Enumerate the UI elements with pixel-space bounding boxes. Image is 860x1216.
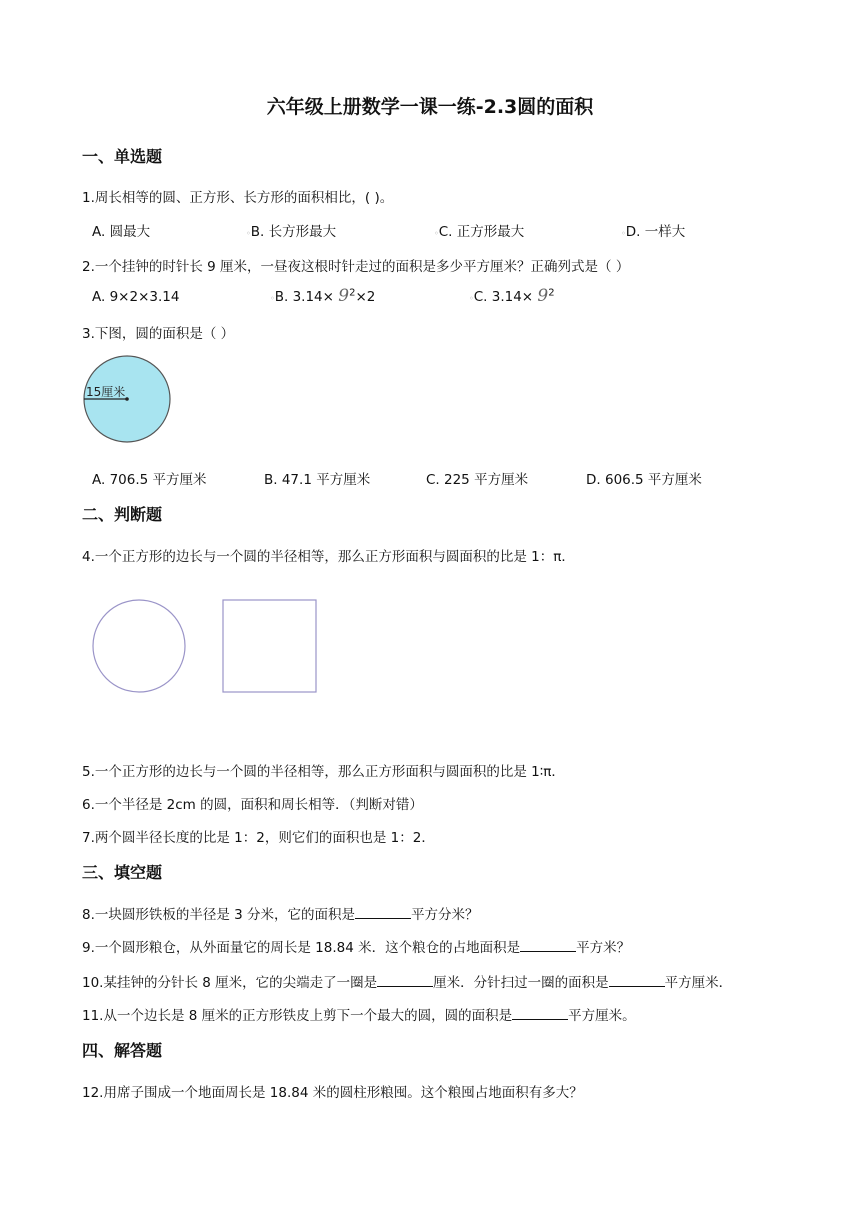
q1-option-b: ◦B. 长方形最大 bbox=[246, 224, 337, 240]
question-1: 1.周长相等的圆、正方形、长方形的面积相比，( )。 bbox=[82, 190, 394, 206]
q1-option-d: ◦D. 一样大 bbox=[621, 224, 686, 240]
question-6: 6.一个半径是 2cm 的圆，面积和周长相等．（判断对错） bbox=[82, 797, 423, 813]
section-heading-true-false: 二、判断题 bbox=[82, 505, 163, 524]
q2-option-b: ◦B. $3.14\times 9^2\times 2$ bbox=[270, 286, 376, 306]
q11-answer-blank[interactable] bbox=[512, 1007, 568, 1020]
q2-option-a: A. 9×2×3.14 bbox=[92, 289, 180, 305]
q8-answer-blank[interactable] bbox=[355, 906, 411, 919]
q1-option-c: ◦C. 正方形最大 bbox=[434, 224, 525, 240]
question-10: 10.某挂钟的分针长 8 厘米，它的尖端走了一圈是 厘米．分针扫过一圈的面积是 平方厘米． bbox=[82, 975, 733, 991]
q4-circle bbox=[93, 600, 185, 692]
question-11: 11.从一个边长是 8 厘米的正方形铁皮上剪下一个最大的圆，圆的面积是 平方厘米。 bbox=[82, 1008, 636, 1024]
question-2: 2.一个挂钟的时针长 9 厘米，一昼夜这根时针走过的面积是多少平方厘米？正确列式是（ ） bbox=[82, 259, 630, 275]
q3-circle-figure bbox=[80, 352, 176, 448]
q10-answer-blank-1[interactable] bbox=[377, 974, 433, 987]
question-7: 7.两个圆半径长度的比是 1：2，则它们的面积也是 1：2． bbox=[82, 830, 435, 846]
question-8: 8.一块圆形铁板的半径是 3 分米，它的面积是 平方分米？ bbox=[82, 907, 479, 923]
q10-answer-blank-2[interactable] bbox=[609, 974, 665, 987]
section-heading-solve: 四、解答题 bbox=[82, 1041, 163, 1060]
page-title: 六年级上册数学一课一练-2.3圆的面积 bbox=[266, 96, 594, 118]
section-heading-single-choice: 一、单选题 bbox=[82, 147, 163, 166]
q3-option-d: D. 606.5 平方厘米 bbox=[586, 472, 702, 488]
question-4: 4.一个正方形的边长与一个圆的半径相等，那么正方形面积与圆面积的比是 1：π． bbox=[82, 549, 575, 565]
q3-center-point bbox=[125, 397, 129, 401]
question-12: 12.用席子围成一个地面周长是 18.84 米的圆柱形粮囤。这个粮囤占地面积有多大？ bbox=[82, 1085, 583, 1101]
q3-option-b: B. 47.1 平方厘米 bbox=[264, 472, 371, 488]
q4-shapes-figure bbox=[92, 596, 326, 698]
q4-square bbox=[223, 600, 316, 692]
q9-answer-blank[interactable] bbox=[520, 939, 576, 952]
q3-option-c: C. 225 平方厘米 bbox=[426, 472, 529, 488]
question-5: 5.一个正方形的边长与一个圆的半径相等，那么正方形面积与圆面积的比是 1∶π． bbox=[82, 764, 565, 780]
question-3: 3.下图，圆的面积是（ ） bbox=[82, 326, 235, 342]
q3-option-a: A. 706.5 平方厘米 bbox=[92, 472, 207, 488]
section-heading-fill-blank: 三、填空题 bbox=[82, 863, 163, 882]
question-9: 9.一个圆形粮仓，从外面量它的周长是 18.84 米．这个粮仓的占地面积是 平方米？ bbox=[82, 940, 631, 956]
q2-option-c: ◦C. $3.14\times 9^2$ bbox=[469, 286, 555, 306]
q1-option-a: A. 圆最大 bbox=[92, 224, 151, 240]
q3-radius-label: 15厘米 bbox=[86, 385, 126, 399]
